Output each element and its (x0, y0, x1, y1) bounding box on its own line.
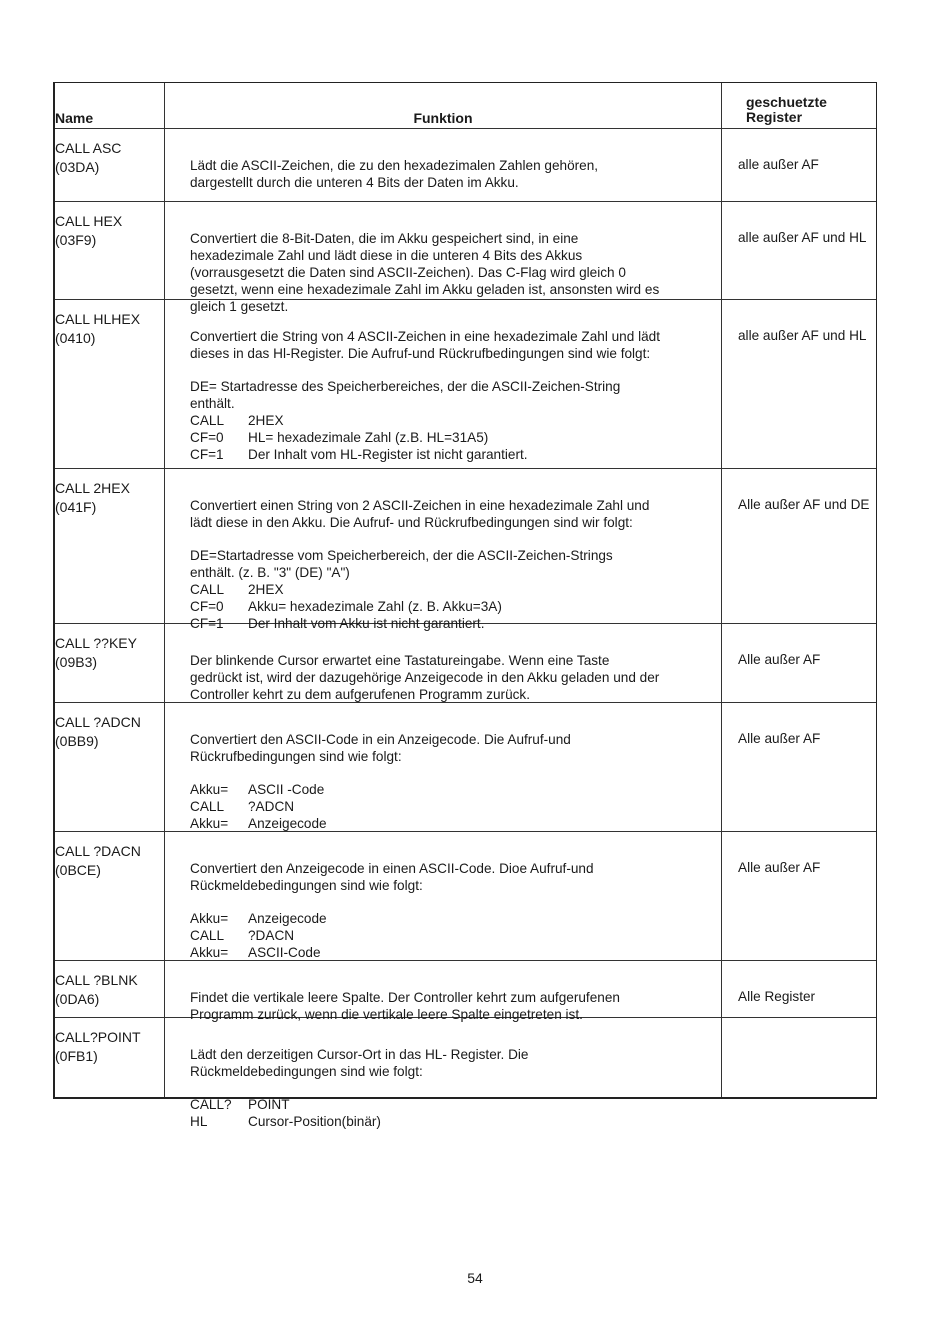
code-value: POINT (248, 1097, 290, 1112)
code-key: CALL (190, 928, 225, 943)
description-text: Lädt den derzeitigen Cursor-Ort in das HL- Register. Die Rückmeldebedingungen sind wie folgt: (190, 1047, 529, 1079)
protected-registers: alle außer AF und HL (738, 328, 867, 343)
description-text: Convertiert den Anzeigecode in einen ASCII-Code. Dioe Aufruf-und Rückmeldebedingungen sind wie folgt: (190, 861, 594, 893)
table-row (55, 129, 876, 202)
code-key: CALL (190, 413, 225, 428)
code-key: CF=0 (190, 599, 224, 614)
code-line (190, 944, 713, 961)
protected-registers: Alle außer AF (738, 652, 821, 667)
routine-description (165, 832, 722, 960)
routine-description (165, 703, 722, 831)
code-line (190, 910, 713, 927)
routine-name: CALL HLHEX (0410) (55, 300, 165, 468)
code-value: Anzeigecode (248, 911, 327, 926)
code-value: Der Inhalt vom Akku ist nicht garantiert. (248, 616, 485, 631)
protected-registers (722, 1018, 876, 1097)
code-value: ?ADCN (248, 799, 295, 814)
code-line (190, 798, 713, 815)
routine-name: CALL ??KEY (09B3) (55, 624, 165, 702)
protected-registers: alle außer AF (738, 157, 819, 172)
header-name: Name (55, 83, 165, 128)
table-row (55, 469, 876, 631)
code-key: CF=1 (190, 616, 224, 631)
header-registers: geschuetzte Register (746, 94, 827, 125)
code-key: HL (190, 1114, 208, 1129)
description-text: Lädt die ASCII-Zeichen, die zu den hexadezimalen Zahlen gehören, dargestellt durch die unteren 4 Bits der Daten im Akku. (190, 158, 599, 190)
protected-registers: alle außer AF und HL (738, 230, 867, 245)
routine-description (165, 1018, 722, 1129)
code-key: CF=0 (190, 430, 224, 445)
code-value: 2HEX (248, 413, 284, 428)
table-header (55, 83, 876, 129)
routine-name: CALL ?DACN (0BCE) (55, 832, 165, 960)
code-line (190, 1113, 713, 1130)
description-text: Convertiert einen String von 2 ASCII-Zeichen in eine hexadezimale Zahl und lädt diese in den Akku. Die Aufruf- und Rückrufbedingungen sind wir folgt: (190, 498, 650, 530)
protected-registers: Alle außer AF (738, 860, 821, 875)
code-line (190, 429, 713, 446)
table-row (55, 624, 876, 703)
code-line (190, 1096, 713, 1113)
protected-registers: Alle außer AF und DE (738, 497, 870, 512)
code-value: Anzeigecode (248, 816, 327, 831)
description-text: Convertiert die String von 4 ASCII-Zeichen in eine hexadezimale Zahl und lädt dieses in das Hl-Register. Die Aufruf-und Rückrufbedingungen sind wie folgt: (190, 329, 660, 361)
routine-description (165, 300, 722, 468)
description-text: Findet die vertikale leere Spalte. Der Controller kehrt zum aufgerufenen Programm zurück, wenn die vertikale leere Spalte eingetreten ist. (190, 990, 620, 1022)
code-value: Cursor-Position(binär) (248, 1114, 381, 1129)
routine-description (165, 624, 722, 702)
routine-name: CALL ASC (03DA) (55, 129, 165, 201)
code-value: HL= hexadezimale Zahl (z.B. HL=31A5) (248, 430, 489, 445)
detail-text: DE= Startadresse des Speicherbereiches, der die ASCII-Zeichen-String enthält. (190, 379, 621, 411)
description-text: Der blinkende Cursor erwartet eine Tastatureingabe. Wenn eine Taste gedrückt ist, wird der dazugehörige Anzeigecode in den Akku geladen und der Controller kehrt zu dem aufgerufenen Programm zurück. (190, 653, 660, 702)
table-row (55, 703, 876, 832)
code-value: Der Inhalt vom HL-Register ist nicht garantiert. (248, 447, 528, 462)
code-key: Akku= (190, 816, 229, 831)
routine-name: CALL HEX (03F9) (55, 202, 165, 299)
table-row (55, 1018, 876, 1129)
description-text: Convertiert den ASCII-Code in ein Anzeigecode. Die Aufruf-und Rückrufbedingungen sind wie folgt: (190, 732, 571, 764)
code-key: CF=1 (190, 447, 224, 462)
routine-name: CALL ?BLNK (0DA6) (55, 961, 165, 1017)
code-key: CALL (190, 799, 225, 814)
routine-description (165, 202, 722, 314)
code-key: CALL (190, 582, 225, 597)
routine-name: CALL 2HEX (041F) (55, 469, 165, 623)
code-key: CALL? (190, 1097, 232, 1112)
protected-registers: Alle außer AF (738, 731, 821, 746)
routine-name: CALL?POINT (0FB1) (55, 1018, 165, 1097)
code-key: Akku= (190, 945, 229, 960)
code-value: ASCII-Code (248, 945, 321, 960)
header-function: Funktion (165, 83, 722, 128)
code-key: Akku= (190, 911, 229, 926)
routine-table (53, 82, 877, 1129)
protected-registers: Alle Register (738, 989, 816, 1004)
code-line (190, 927, 713, 944)
code-key: Akku= (190, 782, 229, 797)
code-line (190, 598, 713, 615)
code-line (190, 446, 713, 463)
routine-description (165, 129, 722, 201)
description-text: Convertiert die 8-Bit-Daten, die im Akku gespeichert sind, in eine hexadezimale Zahl und lädt diese in die unteren 4 Bits des Akkus (vorrausgesetzt die Daten sind ASCII-Zeichen). Das C-Flag wird gleich 0 gesetzt, wenn eine hexadezimale Zahl im Akku geladen ist, ansonsten wird es gleich 1 gesetzt. (190, 231, 660, 314)
table-row (55, 832, 876, 961)
code-value: ASCII -Code (248, 782, 325, 797)
routine-name: CALL ?ADCN (0BB9) (55, 703, 165, 831)
table-row (55, 300, 876, 469)
table-row (55, 961, 876, 1022)
detail-text: DE=Startadresse vom Speicherbereich, der die ASCII-Zeichen-Strings enthält. (z. B. "3" (DE) "A") (190, 548, 613, 580)
table-row (55, 202, 876, 314)
code-value: 2HEX (248, 582, 284, 597)
code-value: Akku= hexadezimale Zahl (z. B. Akku=3A) (248, 599, 502, 614)
page-number: 54 (467, 1270, 483, 1286)
code-line (190, 412, 713, 429)
code-line (190, 581, 713, 598)
code-line (190, 781, 713, 798)
routine-description (165, 961, 722, 1022)
code-value: ?DACN (248, 928, 295, 943)
routine-description (165, 469, 722, 631)
code-line (190, 815, 713, 832)
